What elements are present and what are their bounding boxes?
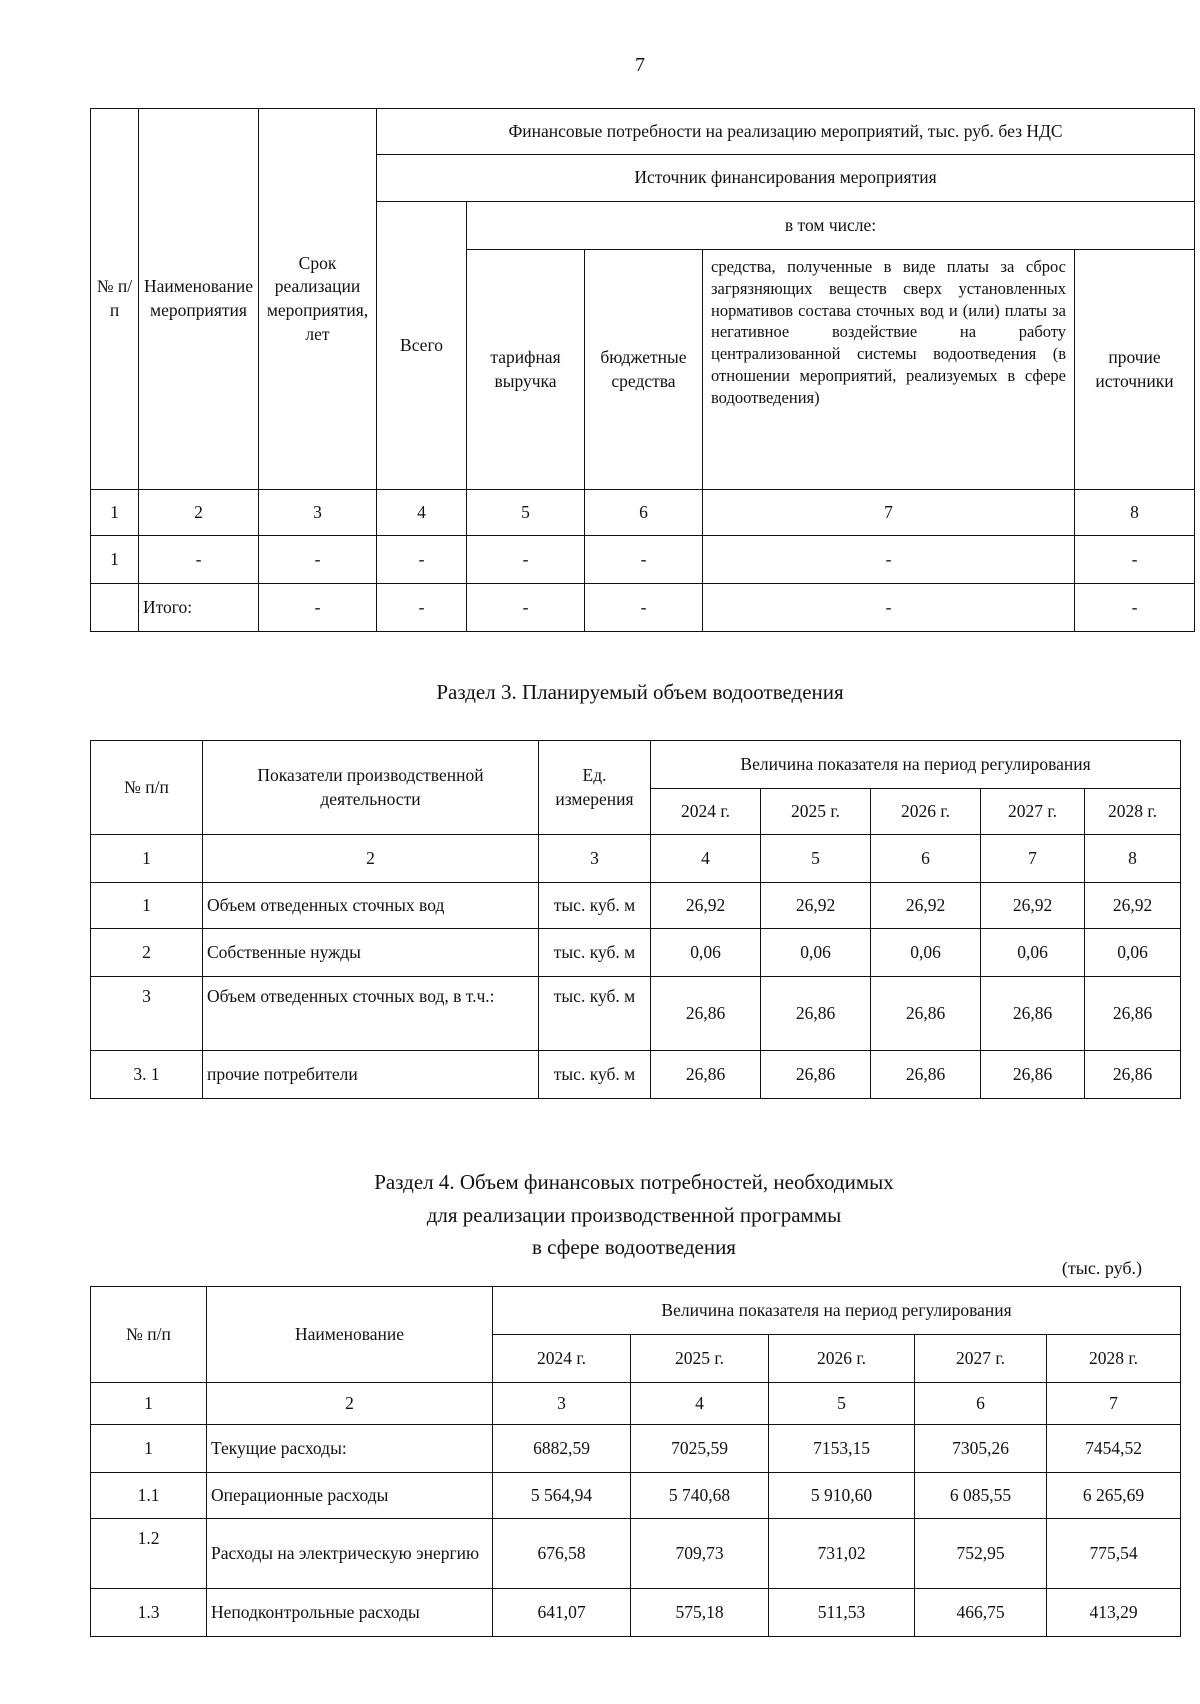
- row-unit: тыс. куб. м: [539, 1051, 651, 1099]
- row-name: Текущие расходы:: [207, 1425, 493, 1473]
- row-unit: тыс. куб. м: [539, 883, 651, 929]
- header-year: 2026 г.: [871, 789, 981, 835]
- value: 26,86: [981, 1051, 1085, 1099]
- header-term: Срок реализации мероприятия, лет: [259, 109, 377, 490]
- col-number: 5: [769, 1383, 915, 1425]
- cell: -: [1075, 536, 1195, 584]
- header-value-period: Величина показателя на период регулирования: [493, 1287, 1181, 1335]
- cell: -: [1075, 584, 1195, 632]
- value: 413,29: [1047, 1589, 1181, 1637]
- row-num: 1: [91, 883, 203, 929]
- col-number: 1: [91, 490, 139, 536]
- value: 26,86: [1085, 1051, 1181, 1099]
- col-number: 5: [761, 835, 871, 883]
- column-number-row: [91, 490, 1195, 536]
- value: 5 910,60: [769, 1473, 915, 1519]
- value: 466,75: [915, 1589, 1047, 1637]
- value: 6 085,55: [915, 1473, 1047, 1519]
- row-name: Объем отведенных сточных вод: [203, 883, 539, 929]
- col-number: 3: [539, 835, 651, 883]
- header-num: № п/п: [91, 109, 139, 490]
- value: 641,07: [493, 1589, 631, 1637]
- header-funding-source: Источник финансирования мероприятия: [377, 155, 1195, 202]
- header-year: 2024 г.: [493, 1335, 631, 1383]
- financial-needs-table: [90, 108, 1195, 632]
- value: 26,86: [651, 977, 761, 1051]
- col-number: 4: [631, 1383, 769, 1425]
- table-row: [91, 1473, 1181, 1519]
- cell: -: [703, 536, 1075, 584]
- col-number: 2: [207, 1383, 493, 1425]
- value: 676,58: [493, 1519, 631, 1589]
- value: 26,86: [761, 977, 871, 1051]
- value: 7454,52: [1047, 1425, 1181, 1473]
- value: 0,06: [981, 929, 1085, 977]
- value: 709,73: [631, 1519, 769, 1589]
- col-number: 4: [377, 490, 467, 536]
- table-row: [91, 1589, 1181, 1637]
- value: 26,92: [1085, 883, 1181, 929]
- header-including: в том числе:: [467, 202, 1195, 250]
- cell: -: [703, 584, 1075, 632]
- header-unit: Ед. измерения: [539, 741, 651, 835]
- column-number-row: [91, 1383, 1181, 1425]
- header-financial-needs: Финансовые потребности на реализацию мероприятий, тыс. руб. без НДС: [377, 109, 1195, 155]
- value: 6 265,69: [1047, 1473, 1181, 1519]
- table-row: [91, 1425, 1181, 1473]
- col-number: 2: [203, 835, 539, 883]
- col-number: 7: [1047, 1383, 1181, 1425]
- header-value-period: Величина показателя на период регулирования: [651, 741, 1181, 789]
- cell: -: [139, 536, 259, 584]
- col-number: 8: [1085, 835, 1181, 883]
- header-indicator: Показатели производственной деятельности: [203, 741, 539, 835]
- header-other-sources: прочие источники: [1075, 250, 1195, 490]
- table-row: [91, 1051, 1181, 1099]
- row-num: 2: [91, 929, 203, 977]
- cell: -: [377, 536, 467, 584]
- section4-title: Раздел 4. Объем финансовых потребностей, необходимых для реализации производственной программы в сфере водоотведения: [374, 1170, 894, 1260]
- header-year: 2026 г.: [769, 1335, 915, 1383]
- value: 26,86: [871, 977, 981, 1051]
- value: 26,86: [871, 1051, 981, 1099]
- value: 731,02: [769, 1519, 915, 1589]
- table-row: [91, 977, 1181, 1051]
- page-number: 7: [635, 54, 645, 76]
- value: 26,86: [1085, 977, 1181, 1051]
- header-name: Наименование: [207, 1287, 493, 1383]
- financial-requirements-table: [90, 1286, 1181, 1637]
- unit-note: (тыс. руб.): [1061, 1258, 1142, 1278]
- value: 0,06: [871, 929, 981, 977]
- col-number: 6: [871, 835, 981, 883]
- total-label: Итого:: [139, 584, 259, 632]
- table-row: [91, 929, 1181, 977]
- col-number: 5: [467, 490, 585, 536]
- header-year: 2027 г.: [981, 789, 1085, 835]
- row-unit: тыс. куб. м: [539, 929, 651, 977]
- row-num: 3. 1: [91, 1051, 203, 1099]
- row-name: Собственные нужды: [203, 929, 539, 977]
- value: 26,92: [761, 883, 871, 929]
- value: 5 564,94: [493, 1473, 631, 1519]
- cell: 1: [91, 536, 139, 584]
- value: 7153,15: [769, 1425, 915, 1473]
- header-year: 2028 г.: [1047, 1335, 1181, 1383]
- value: 511,53: [769, 1589, 915, 1637]
- row-name: Неподконтрольные расходы: [207, 1589, 493, 1637]
- value: 0,06: [761, 929, 871, 977]
- row-name: Расходы на электрическую энергию: [207, 1519, 493, 1589]
- value: 5 740,68: [631, 1473, 769, 1519]
- col-number: 6: [915, 1383, 1047, 1425]
- value: 752,95: [915, 1519, 1047, 1589]
- value: 26,86: [981, 977, 1085, 1051]
- col-number: 7: [981, 835, 1085, 883]
- header-num: № п/п: [91, 1287, 207, 1383]
- col-number: 1: [91, 835, 203, 883]
- cell: [91, 584, 139, 632]
- value: 26,86: [651, 1051, 761, 1099]
- header-year: 2025 г.: [631, 1335, 769, 1383]
- cell: -: [467, 536, 585, 584]
- row-name: Объем отведенных сточных вод, в т.ч.:: [203, 977, 539, 1051]
- col-number: 2: [139, 490, 259, 536]
- value: 26,92: [981, 883, 1085, 929]
- row-num: 1: [91, 1425, 207, 1473]
- cell: -: [259, 536, 377, 584]
- cell: -: [585, 536, 703, 584]
- total-row: [91, 584, 1195, 632]
- wastewater-volume-table: [90, 740, 1181, 1099]
- value: 0,06: [651, 929, 761, 977]
- table-row: [91, 883, 1181, 929]
- section3-title: Раздел 3. Планируемый объем водоотведения: [436, 680, 844, 704]
- col-number: 1: [91, 1383, 207, 1425]
- row-num: 1.3: [91, 1589, 207, 1637]
- row-num: 1.2: [91, 1519, 207, 1589]
- col-number: 8: [1075, 490, 1195, 536]
- value: 7025,59: [631, 1425, 769, 1473]
- header-total: Всего: [377, 202, 467, 490]
- column-number-row: [91, 835, 1181, 883]
- header-tariff-revenue: тарифная выручка: [467, 250, 585, 490]
- cell: -: [585, 584, 703, 632]
- row-num: 3: [91, 977, 203, 1051]
- header-year: 2025 г.: [761, 789, 871, 835]
- col-number: 3: [259, 490, 377, 536]
- cell: -: [377, 584, 467, 632]
- row-num: 1.1: [91, 1473, 207, 1519]
- value: 0,06: [1085, 929, 1181, 977]
- value: 7305,26: [915, 1425, 1047, 1473]
- header-num: № п/п: [91, 741, 203, 835]
- table-row: [91, 536, 1195, 584]
- value: 6882,59: [493, 1425, 631, 1473]
- row-name: прочие потребители: [203, 1051, 539, 1099]
- header-year: 2028 г.: [1085, 789, 1181, 835]
- value: 26,86: [761, 1051, 871, 1099]
- value: 775,54: [1047, 1519, 1181, 1589]
- col-number: 3: [493, 1383, 631, 1425]
- value: 26,92: [871, 883, 981, 929]
- col-number: 4: [651, 835, 761, 883]
- table-row: [91, 1519, 1181, 1589]
- value: 575,18: [631, 1589, 769, 1637]
- row-name: Операционные расходы: [207, 1473, 493, 1519]
- header-pollution-fees: средства, полученные в виде платы за сброс загрязняющих веществ сверх установленных нормативов состава сточных вод и (или) платы за негативное воздействие на работу централизованной системы водоотведения (в отношении мероприятий, реализуемых в сфере водоотведения): [703, 250, 1075, 490]
- cell: -: [467, 584, 585, 632]
- header-budget-funds: бюджетные средства: [585, 250, 703, 490]
- col-number: 6: [585, 490, 703, 536]
- cell: -: [259, 584, 377, 632]
- header-measure-name: Наименование мероприятия: [139, 109, 259, 490]
- value: 26,92: [651, 883, 761, 929]
- header-year: 2027 г.: [915, 1335, 1047, 1383]
- header-year: 2024 г.: [651, 789, 761, 835]
- col-number: 7: [703, 490, 1075, 536]
- row-unit: тыс. куб. м: [539, 977, 651, 1051]
